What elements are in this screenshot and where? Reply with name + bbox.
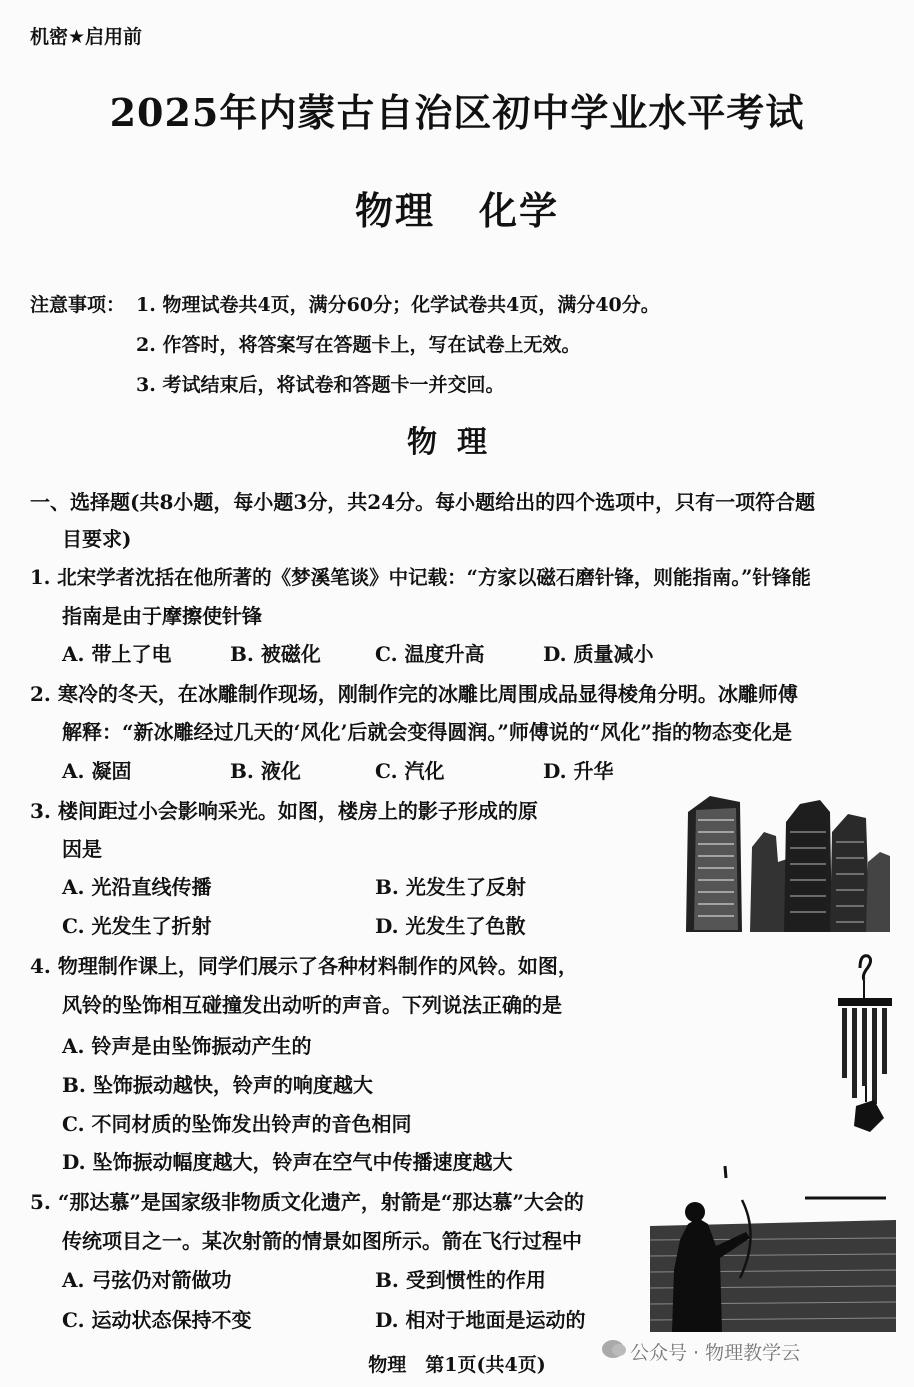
archery-figure	[650, 1160, 896, 1332]
q1-line2: 指南是由于摩擦使针锋	[62, 604, 262, 628]
notice-item-2: 2. 作答时，将答案写在答题卡上，写在试卷上无效。	[136, 334, 581, 356]
subject-chemistry: 化学	[479, 188, 560, 233]
q4-option-c: C. 不同材质的坠饰发出铃声的音色相同	[62, 1112, 412, 1136]
wind-chime-figure	[830, 950, 900, 1135]
q4-line2: 风铃的坠饰相互碰撞发出动听的声音。下列说法正确的是	[62, 993, 562, 1017]
confidential-mark: 机密★启用前	[30, 26, 143, 48]
q2-option-b: B. 液化	[230, 759, 301, 783]
q4-option-b: B. 坠饰振动越快，铃声的响度越大	[62, 1073, 373, 1097]
watermark	[630, 1338, 800, 1365]
q3-option-b: B. 光发生了反射	[375, 875, 526, 899]
q5-option-b: B. 受到惯性的作用	[375, 1268, 546, 1292]
q3-option-d: D. 光发生了色散	[375, 914, 526, 938]
q2-line1: 2. 寒冷的冬天，在冰雕制作现场，刚制作完的冰雕比周围成品显得棱角分明。冰雕师傅	[30, 682, 798, 706]
q3-line1: 3. 楼间距过小会影响采光。如图，楼房上的影子形成的原	[30, 799, 538, 823]
subject-title	[0, 180, 914, 235]
q5-line2: 传统项目之一。某次射箭的情景如图所示。箭在飞行过程中	[62, 1229, 582, 1253]
section-title: 物理	[407, 425, 507, 460]
q5-option-a: A. 弓弦仍对箭做功	[62, 1268, 232, 1292]
q2-option-a: A. 凝固	[62, 759, 132, 783]
buildings-figure	[680, 792, 892, 932]
q4-option-a: A. 铃声是由坠饰振动产生的	[62, 1034, 312, 1058]
q1-option-b: B. 被磁化	[230, 642, 321, 666]
q5-option-c: C. 运动状态保持不变	[62, 1308, 252, 1332]
notice-item-3: 3. 考试结束后，将试卷和答题卡一并交回。	[136, 374, 505, 396]
q2-option-c: C. 汽化	[375, 759, 445, 783]
subject-physics: 物理	[354, 188, 435, 233]
q3-option-c: C. 光发生了折射	[62, 914, 212, 938]
watermark-text: 公众号 · 物理教学云	[630, 1342, 801, 1364]
q2-line2: 解释：“新冰雕经过几天的‘风化’后就会变得圆润。”师傅说的“风化”指的物态变化是	[62, 720, 792, 744]
q4-option-d: D. 坠饰振动幅度越大，铃声在空气中传播速度越大	[62, 1150, 513, 1174]
q1-option-d: D. 质量减小	[543, 642, 654, 666]
q4-line1: 4. 物理制作课上，同学们展示了各种材料制作的风铃。如图，	[30, 954, 578, 978]
part1-heading-line1: 一、选择题(共8小题，每小题3分，共24分。每小题给出的四个选项中，只有一项符合题	[30, 490, 816, 514]
q1-option-a: A. 带上了电	[62, 642, 172, 666]
notice-item-1: 1. 物理试卷共4页，满分60分；化学试卷共4页，满分40分。	[136, 294, 660, 316]
q3-option-a: A. 光沿直线传播	[62, 875, 212, 899]
part1-heading-line2: 目要求)	[62, 527, 132, 551]
q2-option-d: D. 升华	[543, 759, 614, 783]
q1-line1: 1. 北宋学者沈括在他所著的《梦溪笔谈》中记载：“方家以磁石磨针锋，则能指南。”针锋能	[30, 566, 811, 589]
notice-label: 注意事项：	[30, 294, 126, 316]
wechat-icon	[602, 1340, 624, 1358]
exam-title: 2025年内蒙古自治区初中学业水平考试	[109, 90, 805, 135]
q5-option-d: D. 相对于地面是运动的	[375, 1308, 586, 1332]
q1-option-c: C. 温度升高	[375, 642, 485, 666]
q3-line2: 因是	[62, 837, 102, 861]
q5-line1: 5. “那达慕”是国家级非物质文化遗产，射箭是“那达慕”大会的	[30, 1190, 584, 1214]
page-footer: 物理 第1页(共4页)	[368, 1354, 546, 1376]
